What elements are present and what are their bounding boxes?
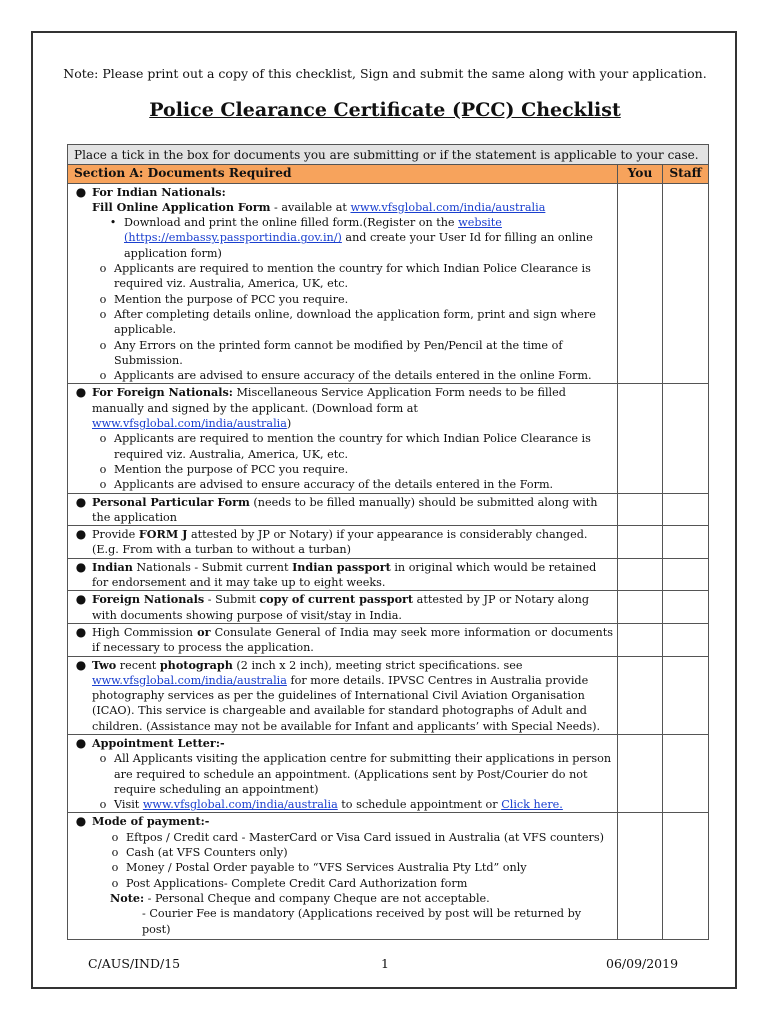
item-text: - Submit [204, 593, 260, 607]
item-text: - available at [270, 200, 351, 214]
item-bold-text: photograph [159, 657, 233, 672]
staff-checkbox[interactable] [663, 493, 709, 526]
intro-text: Place a tick in the box for documents you are submitting or if the statement is applicable to your case. [68, 145, 709, 165]
checklist-row-high-commission [68, 623, 709, 656]
item-text: Post Applications- Complete Credit Card Authorization form [126, 876, 468, 890]
page-title: Police Clearance Certificate (PCC) Checklist [149, 99, 621, 121]
item-heading: Mode of payment:- [92, 814, 210, 829]
item-text: Mention the purpose of PCC you require. [114, 292, 349, 306]
vfs-link[interactable]: www.vfsglobal.com/india/australia [142, 798, 338, 812]
you-checkbox[interactable] [618, 183, 663, 384]
section-header-row [68, 165, 709, 183]
circle-bullet-icon: o [99, 798, 107, 812]
staff-checkbox[interactable] [663, 591, 709, 624]
bullet-icon: ● [75, 624, 87, 639]
you-checkbox[interactable] [618, 384, 663, 493]
bullet-icon: ● [75, 735, 87, 750]
staff-checkbox[interactable] [663, 656, 709, 734]
item-bold-text: Two [92, 657, 117, 672]
you-checkbox[interactable] [618, 591, 663, 624]
item-text: - Courier Fee is mandatory (Applications received by post will be returned by post) [142, 907, 582, 936]
item-text: Mention the purpose of PCC you require. [114, 462, 349, 476]
staff-checkbox[interactable] [663, 384, 709, 493]
item-text: Cash (at VFS Counters only) [126, 846, 288, 860]
bullet-icon: ● [75, 814, 87, 829]
item-text: Download and print the online filled form.(Register on the [124, 216, 459, 230]
item-bold-text: Foreign Nationals [92, 592, 205, 607]
item-text: Applicants are required to mention the country for which Indian Police Clearance is required viz. Australia, America, UK, etc. [114, 432, 591, 461]
item-bold-text: Indian passport [292, 559, 391, 574]
checklist-table [67, 144, 709, 940]
item-text: attested by JP or Notary) if your appearance is considerably changed. (E.g. From with a turban to without a turban) [92, 528, 588, 557]
intro-row [68, 145, 709, 165]
circle-bullet-icon: o [99, 338, 107, 352]
vfs-link[interactable]: www.vfsglobal.com/india/australia [92, 417, 287, 431]
vfs-link[interactable]: www.vfsglobal.com/india/australia [92, 673, 287, 687]
item-text: Provide [92, 528, 139, 542]
circle-bullet-icon: o [111, 830, 119, 844]
item-bold-text: Indian [92, 559, 133, 574]
item-text: recent [116, 658, 160, 672]
circle-bullet-icon: o [99, 478, 107, 492]
circle-bullet-icon: o [111, 861, 119, 875]
passport-india-link[interactable]: (https://embassy.passportindia.gov.in/) [124, 231, 342, 245]
item-bold-text: copy of current passport [259, 592, 414, 607]
you-checkbox[interactable] [618, 493, 663, 526]
bullet-icon: ● [75, 559, 87, 574]
checklist-row-indian-passport [68, 558, 709, 591]
item-text: Any Errors on the printed form cannot be modified by Pen/Pencil at the time of Submission. [114, 338, 563, 367]
circle-bullet-icon: o [111, 876, 119, 890]
item-heading: Appointment Letter:- [92, 735, 225, 750]
staff-checkbox[interactable] [663, 734, 709, 812]
item-heading: For Indian Nationals: [92, 184, 226, 199]
vfs-link[interactable]: www.vfsglobal.com/india/australia [350, 200, 546, 214]
item-text: Miscellaneous Service Application Form needs to be filled manually and signed by the applicant. (Download form at [92, 386, 566, 415]
website-link[interactable]: website [458, 216, 502, 230]
item-bold-text: For Foreign Nationals: [92, 385, 233, 400]
staff-checkbox[interactable] [663, 813, 709, 939]
form-code: C/AUS/IND/15 [88, 956, 181, 971]
item-text: Applicants are advised to ensure accuracy of the details entered in the online Form. [114, 369, 592, 383]
staff-checkbox[interactable] [663, 558, 709, 591]
you-checkbox[interactable] [618, 526, 663, 559]
staff-column-header: Staff [663, 165, 709, 183]
staff-checkbox[interactable] [663, 526, 709, 559]
bullet-icon: • [109, 216, 117, 230]
item-text: (needs to be filled manually) should be submitted along with the application [92, 495, 598, 524]
you-checkbox[interactable] [618, 623, 663, 656]
item-text: Nationals - Submit current [132, 560, 293, 574]
item-text: After completing details online, download the application form, print and sign where applicable. [114, 307, 596, 337]
item-bold-text: FORM J [138, 527, 188, 542]
checklist-row-photograph [68, 656, 709, 734]
bullet-icon: ● [75, 527, 87, 542]
checklist-row-payment [68, 813, 709, 939]
circle-bullet-icon: o [99, 292, 107, 306]
item-text: for more details. IPVSC Centres in Australia provide photography services as per the guidelines of International Civil Aviation Organisation (ICAO). This service is chargeable and available for standard photographs of Adult and children. (Assistance may not be available for Infant and applicants’ with Special Needs). [92, 673, 601, 733]
you-checkbox[interactable] [618, 656, 663, 734]
item-text: in original which would be retained for endorsement and it may take up to eight weeks. [92, 560, 597, 590]
circle-bullet-icon: o [99, 369, 107, 383]
item-text: Consulate General of India may seek more information or documents if necessary to process the application. [92, 625, 614, 655]
bullet-icon: ● [75, 657, 87, 672]
bullet-icon: ● [75, 184, 87, 199]
item-text: ) [286, 417, 292, 431]
item-text: (2 inch x 2 inch), meeting strict specifications. see [232, 658, 523, 672]
checklist-row-personal-particular [68, 493, 709, 526]
bullet-icon: ● [75, 592, 87, 607]
form-date: 06/09/2019 [606, 956, 679, 971]
checklist-row-foreign-passport [68, 591, 709, 624]
item-text: Eftpos / Credit card - MasterCard or Visa Card issued in Australia (at VFS counters) [126, 830, 604, 844]
item-text: and create your User Id for filling an online application form) [124, 231, 593, 260]
staff-checkbox[interactable] [663, 623, 709, 656]
item-text: attested by JP or Notary along with documents showing purpose of visit/stay in India. [92, 593, 590, 622]
item-text: - Personal Cheque and company Cheque are not acceptable. [144, 891, 490, 905]
you-column-header: You [618, 165, 663, 183]
item-text: All Applicants visiting the application centre for submitting their applications in person are required to schedule an appointment. (Applications sent by Post/Courier do not require scheduling an appointment) [114, 752, 612, 796]
bullet-icon: ● [75, 494, 87, 509]
print-note: Note: Please print out a copy of this checklist, Sign and submit the same along with your application. [63, 66, 707, 81]
click-here-link[interactable]: Click here. [501, 798, 563, 812]
item-text: to schedule appointment or [337, 798, 502, 812]
circle-bullet-icon: o [99, 752, 107, 766]
bullet-icon: ● [75, 385, 87, 400]
item-bold-text: Personal Particular Form [92, 494, 250, 509]
staff-checkbox[interactable] [663, 183, 709, 384]
circle-bullet-icon: o [99, 262, 107, 276]
item-bold-text: or [197, 624, 211, 639]
item-text: High Commission [92, 625, 198, 639]
circle-bullet-icon: o [99, 432, 107, 446]
checklist-row-appointment [68, 734, 709, 812]
you-checkbox[interactable] [618, 734, 663, 812]
circle-bullet-icon: o [99, 307, 107, 321]
item-text: Applicants are required to mention the country for which Indian Police Clearance is required viz. Australia, America, UK, etc. [114, 262, 591, 291]
circle-bullet-icon: o [99, 462, 107, 476]
you-checkbox[interactable] [618, 813, 663, 939]
you-checkbox[interactable] [618, 558, 663, 591]
circle-bullet-icon: o [111, 846, 119, 860]
item-text: Money / Postal Order payable to “VFS Services Australia Pty Ltd” only [126, 861, 527, 875]
checklist-row-form-j [68, 526, 709, 559]
item-bold-text: Fill Online Application Form [92, 199, 271, 214]
item-bold-text: Note: [110, 890, 145, 905]
item-text: Visit [114, 798, 143, 812]
checklist-row-foreign-nationals [68, 384, 709, 493]
item-text: Applicants are advised to ensure accuracy of the details entered in the Form. [114, 478, 554, 492]
checklist-row-indian-nationals [68, 183, 709, 384]
page-number: 1 [381, 956, 389, 971]
section-title: Section A: Documents Required [68, 165, 618, 183]
